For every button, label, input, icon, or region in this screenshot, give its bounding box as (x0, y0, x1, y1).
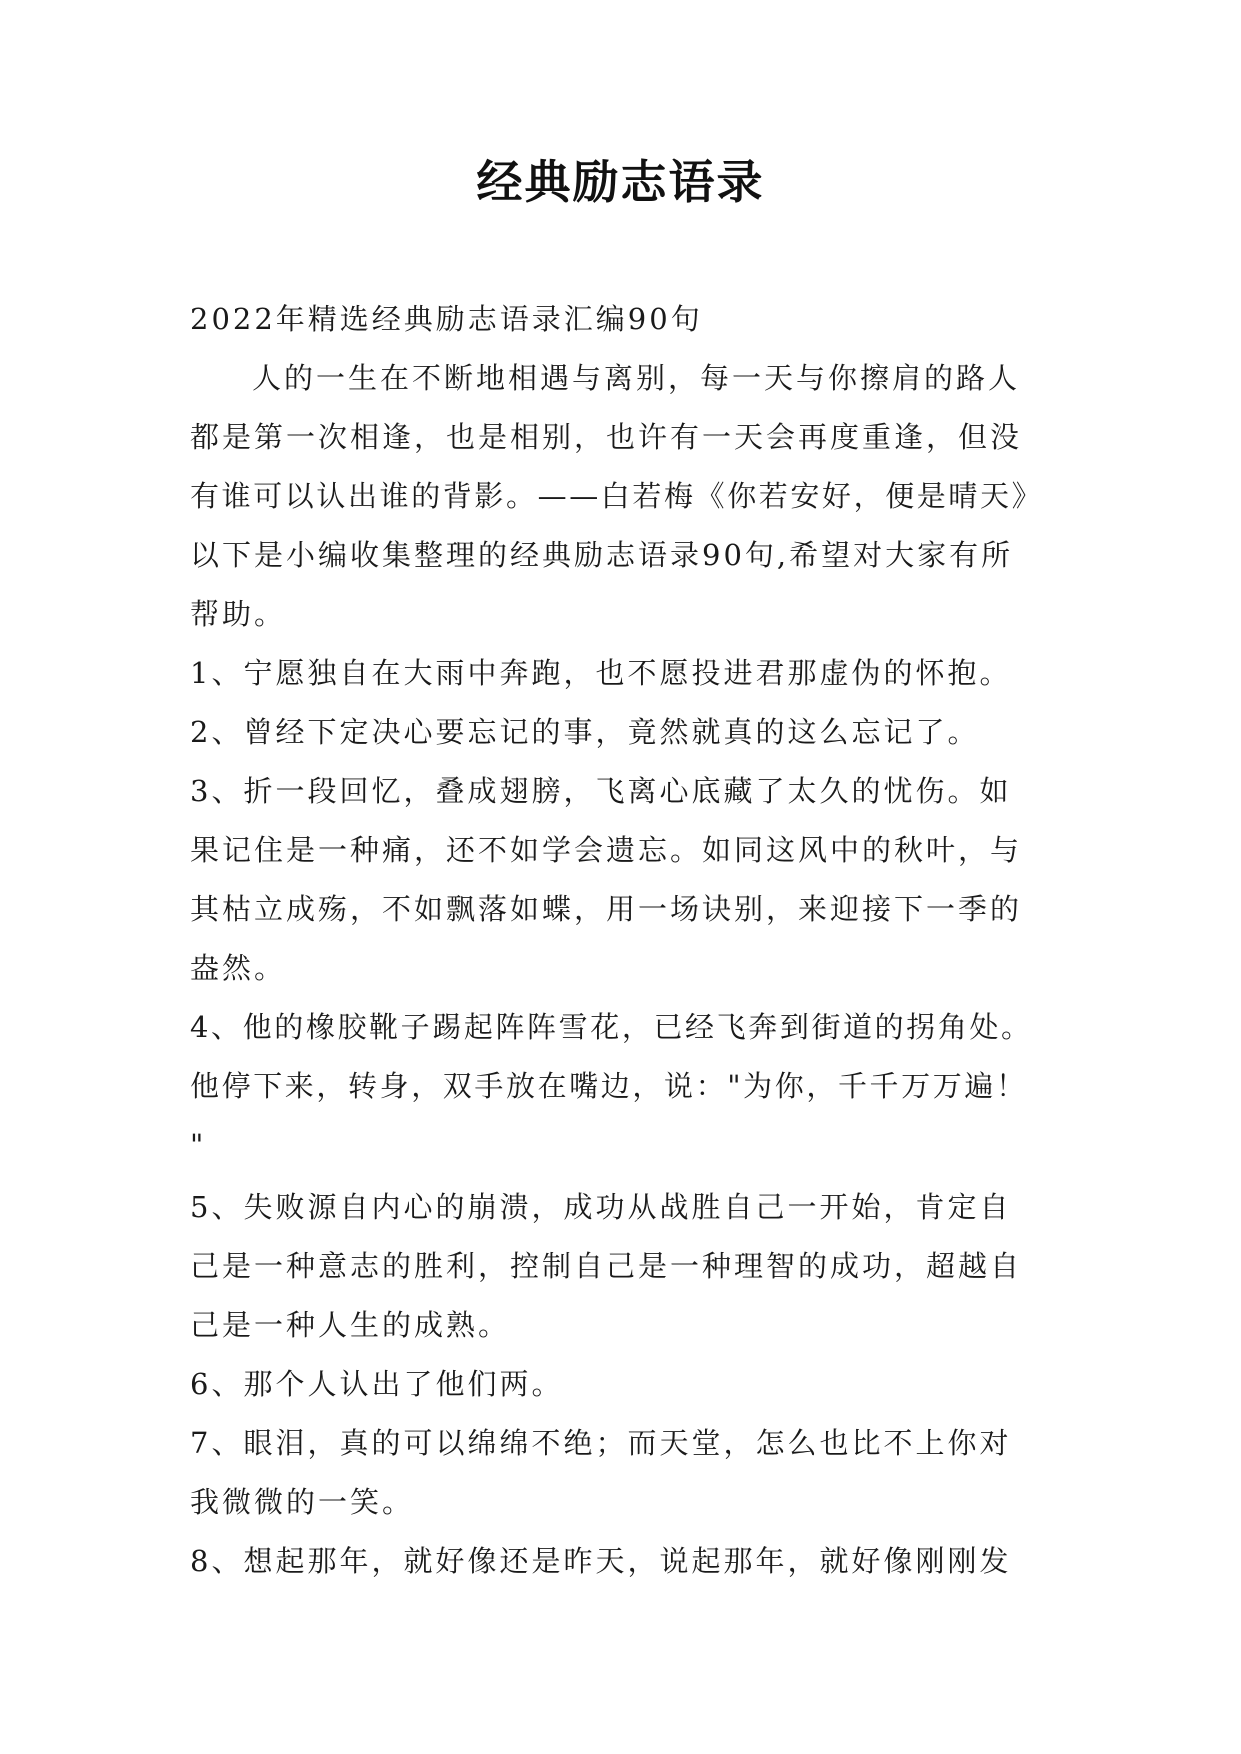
quote-item: 我微微的一笑。 (190, 1485, 415, 1519)
quote-item: 盎然。 (190, 951, 287, 985)
paragraph-line: 人的一生在不断地相遇与离别，每一天与你擦肩的路人 (252, 361, 1021, 395)
quote-item: 1、宁愿独自在大雨中奔跑，也不愿投进君那虚伪的怀抱。 (190, 656, 1012, 690)
paragraph-line: 帮助。 (190, 597, 287, 631)
quote-item: 果记住是一种痛，还不如学会遗忘。如同这风中的秋叶，与 (190, 833, 1023, 867)
document-body (190, 290, 1050, 1591)
quote-item: 2、曾经下定决心要忘记的事，竟然就真的这么忘记了。 (190, 715, 980, 749)
quote-item: 6、那个人认出了他们两。 (190, 1367, 564, 1401)
paragraph-line: 以下是小编收集整理的经典励志语录90句,希望对大家有所 (190, 538, 1014, 572)
quote-item: 己是一种意志的胜利，控制自己是一种理智的成功，超越自 (190, 1249, 1023, 1283)
quote-item: " (190, 1128, 207, 1162)
quote-item: 他停下来，转身，双手放在嘴边，说："为你，千千万万遍！ (190, 1069, 1028, 1103)
paragraph-line: 有谁可以认出谁的背影。——白若梅《你若安好，便是晴天》 (190, 479, 1044, 513)
quote-item: 己是一种人生的成熟。 (190, 1308, 511, 1342)
quote-item: 3、折一段回忆，叠成翅膀，飞离心底藏了太久的忧伤。如 (190, 774, 1012, 808)
paragraph-line: 都是第一次相逢，也是相别，也许有一天会再度重逢，但没 (190, 420, 1023, 454)
quote-item: 8、想起那年，就好像还是昨天，说起那年，就好像刚刚发 (190, 1544, 1012, 1578)
quote-item: 5、失败源自内心的崩溃，成功从战胜自己一开始，肯定自 (190, 1190, 1012, 1224)
quote-item: 其枯立成殇，不如飘落如蝶，用一场诀别，来迎接下一季的 (190, 892, 1023, 926)
document-title: 经典励志语录 (476, 155, 765, 209)
quote-item: 7、眼泪，真的可以绵绵不绝；而天堂，怎么也比不上你对 (190, 1426, 1012, 1460)
subtitle-line: 2022年精选经典励志语录汇编90句 (190, 302, 703, 336)
quote-item: 4、他的橡胶靴子踢起阵阵雪花，已经飞奔到街道的拐角处。 (190, 1010, 1033, 1044)
